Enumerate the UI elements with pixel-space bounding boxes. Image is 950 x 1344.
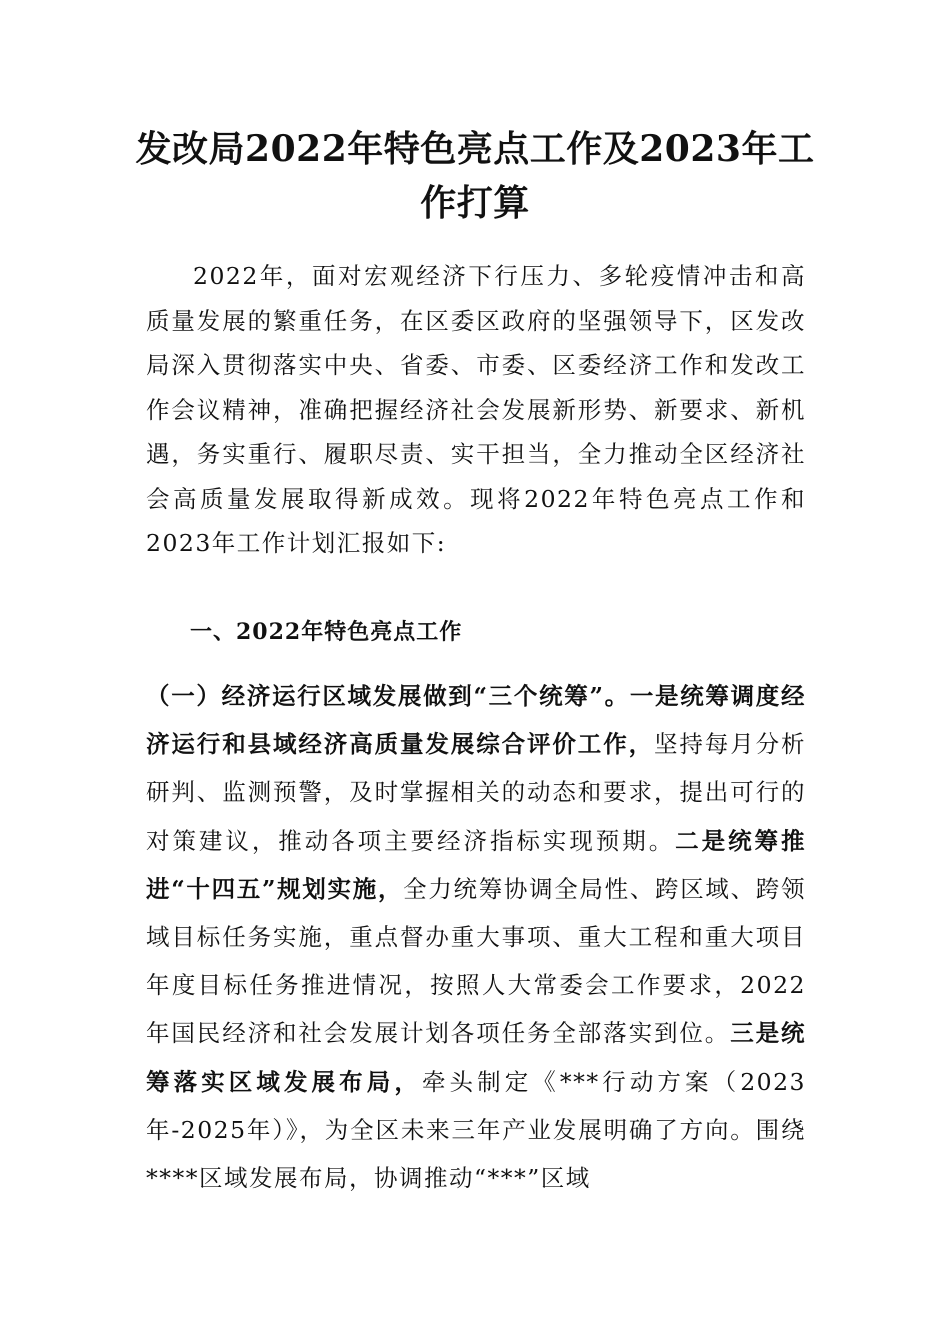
section-1-heading: （一）经济运行区域发展做到“三个统筹”。 xyxy=(146,682,630,710)
item-1-text: 坚持每月分析研判、监测预警，及时掌握相关的动态和要求，提出可行的对策建议，推动各项主要经济指标实现预期。 xyxy=(146,730,806,855)
intro-paragraph: 2022年，面对宏观经济下行压力、多轮疫情冲击和高质量发展的繁重任务，在区委区政府的坚强领导下，区发改局深入贯彻落实中央、省委、市委、区委经济工作和发改工作会议精神，准确把握经济社会发展新形势、新要求、新机遇，务实重行、履职尽责、实干担当，全力推动全区经济社会高质量发展取得新成效。现将2022年特色亮点工作和2023年工作计划汇报如下: xyxy=(146,262,806,557)
item-3-text: 牵头制定《***行动方案（2023年-2025年）》，为全区未来三年产业发展明确了方向。围绕****区域发展布局，协调推动“***”区域 xyxy=(146,1067,807,1193)
item-2-bold: 二是统筹推进“十四五”规划实施， xyxy=(146,826,807,903)
section-1-paragraph xyxy=(146,672,806,1202)
item-3-bold: 三是统筹落实区域发展布局， xyxy=(146,1019,807,1096)
document-title: 发改局2022年特色亮点工作及2023年工作打算 xyxy=(135,128,815,224)
item-2-text: 全力统筹协调全局性、跨区域、跨领域目标任务实施，重点督办重大事项、重大工程和重大项目年度目标任务推进情况，按照人大常委会工作要求，2022年国民经济和社会发展计划各项任务全部落实到位。 xyxy=(146,874,806,1048)
section-heading-1: 一、2022年特色亮点工作 xyxy=(190,619,463,645)
item-1-bold: 一是统筹调度经济运行和县域经济高质量发展综合评价工作， xyxy=(146,682,806,759)
